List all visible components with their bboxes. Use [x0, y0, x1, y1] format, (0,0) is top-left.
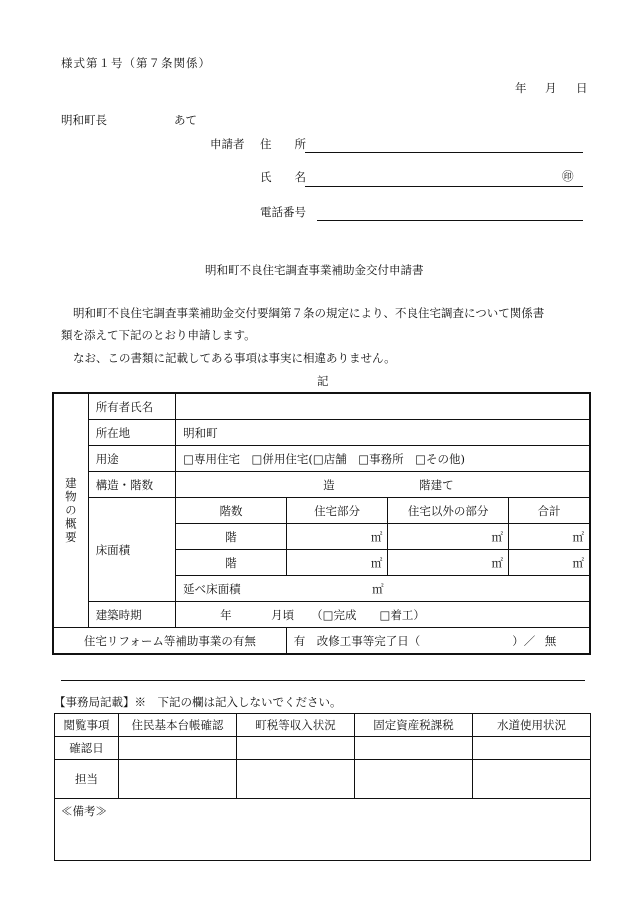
reform-completion: 改修工事等完了日（ ）／	[316, 634, 536, 648]
floor-row2-nonresidential[interactable]: ㎡	[388, 550, 509, 576]
document-title: 明和町不良住宅調査事業補助金交付申請書	[205, 263, 424, 277]
office-remarks[interactable]	[55, 799, 591, 861]
office-person-tax[interactable]	[237, 760, 355, 799]
body-declaration: なお、この書類に記載してある事項は事実に相違ありません。	[73, 351, 396, 365]
floor-area-label: 床面積	[88, 498, 175, 602]
location-label: 所在地	[88, 420, 175, 446]
office-heading: 【事務局記載】※ 下記の欄は記入しないでください。	[54, 695, 342, 709]
addressee-mayor: 明和町長	[61, 113, 107, 127]
use-options[interactable]: □専用住宅 □併用住宅(□店舗 □事務所 □その他)	[176, 446, 590, 472]
office-person-resident[interactable]	[119, 760, 237, 799]
phone-label: 電話番号	[260, 205, 306, 219]
office-confirm-resident[interactable]	[119, 737, 237, 760]
owner-field[interactable]	[176, 393, 590, 420]
office-row-person: 担当	[55, 760, 119, 799]
building-section-label: 建物の概要	[53, 393, 88, 628]
office-col-item: 閲覧事項	[55, 714, 119, 737]
floor-row1-residential[interactable]: ㎡	[286, 524, 388, 550]
building-overview-table	[52, 392, 591, 655]
structure-zo: 造	[323, 478, 335, 492]
section-divider	[61, 680, 585, 681]
name-label: 氏 名	[260, 170, 306, 184]
form-number: 様式第１号（第７条関係）	[61, 56, 211, 70]
reform-no: 無	[544, 634, 557, 648]
body-paragraph-line2: 類を添えて下記のとおり申請します。	[61, 328, 256, 342]
date-day-label: 日	[576, 81, 588, 95]
floor-head-residential: 住宅部分	[286, 498, 388, 524]
use-label: 用途	[88, 446, 175, 472]
date-month-label: 月	[545, 81, 557, 95]
location-field[interactable]: 明和町	[176, 420, 590, 446]
office-col-property: 固定資産税課税	[355, 714, 473, 737]
office-confirm-tax[interactable]	[237, 737, 355, 760]
owner-label: 所有者氏名	[88, 393, 175, 420]
built-field[interactable]	[176, 602, 590, 628]
office-person-water[interactable]	[473, 760, 591, 799]
phone-field[interactable]	[317, 220, 583, 221]
total-floor-area-unit: ㎡	[372, 582, 384, 596]
floor-row2-total[interactable]: ㎡	[509, 550, 590, 576]
floor-head-nonresidential: 住宅以外の部分	[388, 498, 509, 524]
address-label: 住 所	[260, 137, 306, 151]
floor-row2-residential[interactable]: ㎡	[286, 550, 388, 576]
office-confirm-property[interactable]	[355, 737, 473, 760]
built-status: （□完成 □着工）	[311, 608, 425, 622]
office-confirm-water[interactable]	[473, 737, 591, 760]
built-month: 月頃	[271, 608, 295, 622]
applicant-label: 申請者	[210, 137, 245, 151]
total-floor-area-label: 延べ床面積	[183, 582, 241, 596]
floor-head-level: 階数	[176, 498, 287, 524]
built-year: 年	[220, 608, 232, 622]
office-col-tax: 町税等収入状況	[237, 714, 355, 737]
body-paragraph-line1: 明和町不良住宅調査事業補助金交付要綱第７条の規定により、不良住宅調査について関係書	[73, 306, 545, 320]
floor-head-total: 合計	[509, 498, 590, 524]
office-row-confirm: 確認日	[55, 737, 119, 760]
ki-mark: 記	[317, 374, 329, 388]
office-person-property[interactable]	[355, 760, 473, 799]
floor-row1-total[interactable]: ㎡	[509, 524, 590, 550]
addressee-ate: あて	[174, 113, 197, 127]
structure-kaidate: 階建て	[419, 478, 454, 492]
date-year-label: 年	[515, 81, 527, 95]
floor-row2-level[interactable]: 階	[176, 550, 287, 576]
reform-yes: 有	[293, 634, 306, 648]
structure-field[interactable]	[176, 472, 590, 498]
office-use-table	[54, 713, 591, 861]
seal-mark: ㊞	[562, 169, 574, 183]
office-remarks-label: ≪備考≫	[61, 804, 107, 818]
name-field[interactable]	[305, 186, 583, 187]
floor-row1-level[interactable]: 階	[176, 524, 287, 550]
address-field[interactable]	[305, 152, 583, 153]
built-label: 建築時期	[88, 602, 175, 628]
office-col-water: 水道使用状況	[473, 714, 591, 737]
reform-label: 住宅リフォーム等補助事業の有無	[53, 628, 286, 655]
reform-field[interactable]	[286, 628, 590, 655]
structure-label: 構造・階数	[88, 472, 175, 498]
total-floor-area-field[interactable]	[176, 576, 590, 602]
floor-row1-nonresidential[interactable]: ㎡	[388, 524, 509, 550]
office-col-resident: 住民基本台帳確認	[119, 714, 237, 737]
